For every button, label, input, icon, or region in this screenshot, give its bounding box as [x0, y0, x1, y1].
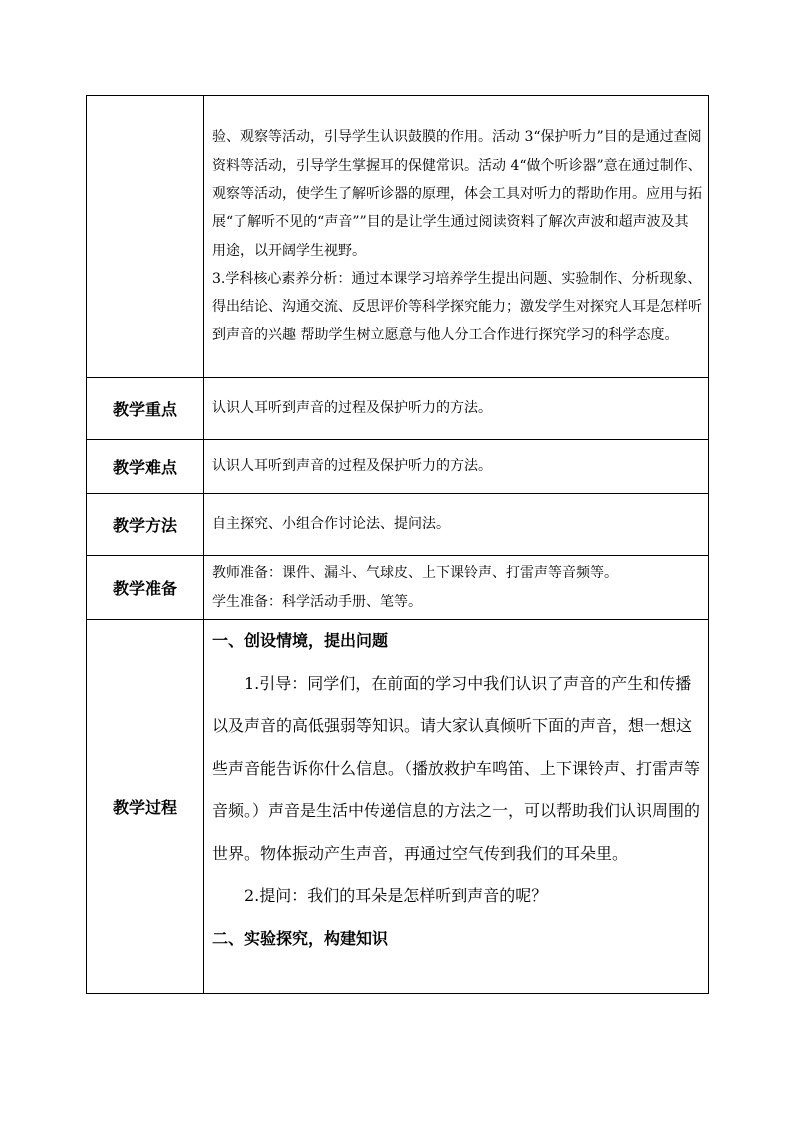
table-row-preparation — [87, 556, 709, 620]
difficulties-text: 认识人耳听到声音的过程及保护听力的方法。 — [204, 440, 709, 494]
process-paragraph-1: 1.引导：同学们，在前面的学习中我们认识了声音的产生和传播以及声音的高低强弱等知识。请大家认真倾听下面的声音，想一想这些声音能告诉你什么信息。（播放救护车鸣笛、上下课铃声、打雷声等音频。）声音是生活中传递信息的方法之一，可以帮助我们认识周围的世界。物体振动产生声音，再通过空气传到我们的耳朵里。 — [212, 673, 701, 863]
empty-label-cell — [87, 96, 204, 378]
table-row-process — [87, 620, 709, 994]
analysis-paragraph-core-literacy: 3.学科核心素养分析：通过本课学习培养学生提出问题、实验制作、分析现象、得出结论、沟通交流、反思评价等科学探究能力；激发学生对探究人耳是怎样听到声音的兴趣 帮助学生树立愿意与他人分工合作进行探究学习的科学态度。 — [212, 270, 702, 344]
key-points-label: 教学重点 — [87, 378, 204, 440]
key-points-text: 认识人耳听到声音的过程及保护听力的方法。 — [204, 378, 709, 440]
process-content-cell — [204, 620, 709, 994]
table-row-difficulties — [87, 440, 709, 494]
process-paragraph-2: 2.提问：我们的耳朵是怎样听到声音的呢？ — [244, 886, 548, 905]
process-heading-2: 二、实验探究，构建知识 — [212, 928, 389, 948]
student-preparation-text: 学生准备：科学活动手册、笔等。 — [212, 593, 422, 610]
table-row-analysis — [87, 96, 709, 378]
preparation-label: 教学准备 — [87, 556, 204, 620]
analysis-paragraph-activities: 验、观察等活动，引导学生认识鼓膜的作用。活动 3“保护听力”目的是通过查阅资料等活动，引导学生掌握耳的保健常识。活动 4“做个听诊器”意在通过制作、观察等活动，使学生了解听诊器的原理，体会工具对听力的帮助作用。应用与拓展“了解听不见的“声音””目的是让学生通过阅读资料了解次声波和超声波及其用途，以开阔学生视野。 — [212, 129, 702, 259]
preparation-content-cell — [204, 556, 709, 620]
methods-text: 自主探究、小组合作讨论法、提问法。 — [204, 494, 709, 556]
process-heading-1: 一、创设情境，提出问题 — [212, 631, 389, 650]
table-row-methods — [87, 494, 709, 556]
table-row-key-points — [87, 378, 709, 440]
difficulties-label: 教学难点 — [87, 440, 204, 494]
teacher-preparation-text: 教师准备：课件、漏斗、气球皮、上下课铃声、打雷声等音频等。 — [212, 565, 618, 582]
process-label: 教学过程 — [87, 620, 204, 994]
lesson-plan-table — [86, 95, 709, 994]
analysis-content-cell — [204, 96, 709, 378]
methods-label: 教学方法 — [87, 494, 204, 556]
